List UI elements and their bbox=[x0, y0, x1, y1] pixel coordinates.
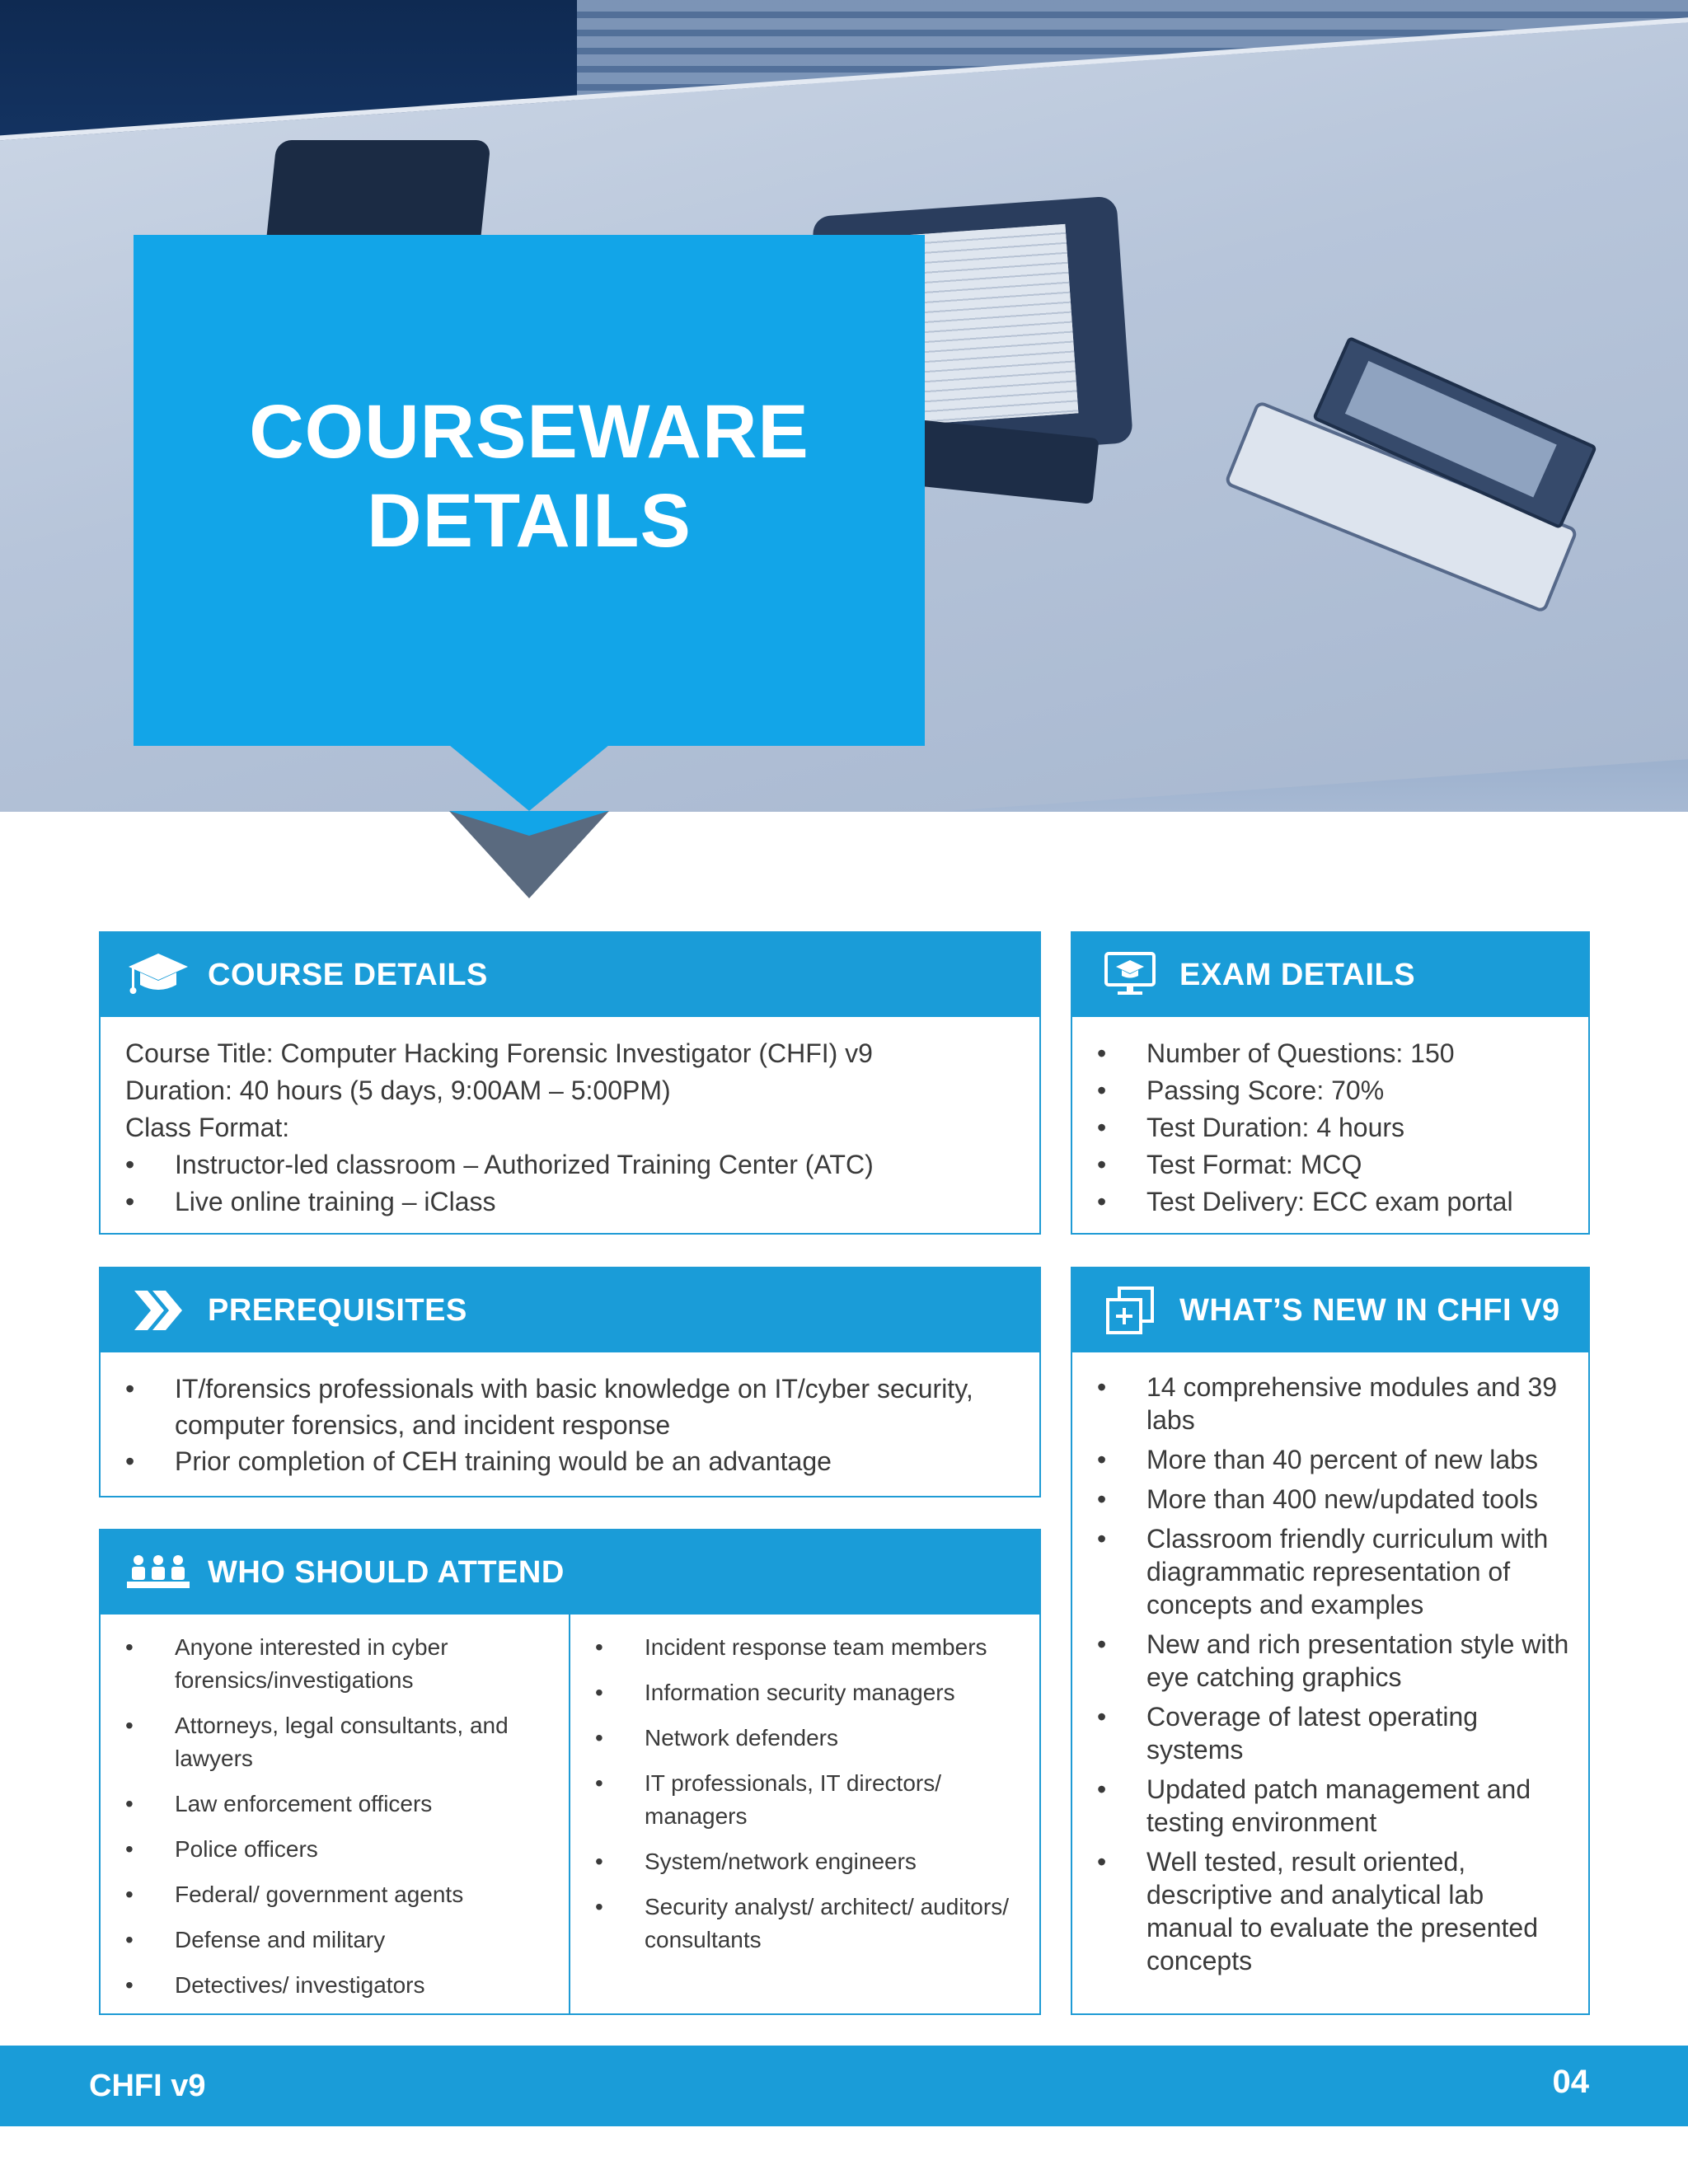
course-title-line: Course Title: Computer Hacking Forensic Investigator (CHFI) v9 bbox=[125, 1038, 873, 1068]
list-item: • Live online training – iClass bbox=[125, 1183, 1039, 1221]
plus-squares-icon bbox=[1097, 1282, 1163, 1339]
list-item: • Federal/ government agents bbox=[125, 1878, 552, 1911]
prerequisites-panel bbox=[99, 1267, 1041, 1497]
list-item: • Anyone interested in cyber forensics/investigations bbox=[125, 1631, 552, 1697]
attend-columns bbox=[101, 1615, 1039, 2013]
list-item: • Security analyst/ architect/ auditors/ consultants bbox=[595, 1891, 1023, 1957]
course-details-panel bbox=[99, 931, 1041, 1235]
list-item: • 14 comprehensive modules and 39 labs bbox=[1097, 1371, 1572, 1436]
list-item: • System/network engineers bbox=[595, 1845, 1023, 1878]
who-should-attend-panel bbox=[99, 1529, 1041, 2015]
list-item: • Attorneys, legal consultants, and lawyers bbox=[125, 1709, 552, 1775]
list-item: • IT professionals, IT directors/ managers bbox=[595, 1767, 1023, 1833]
exam-details-panel bbox=[1071, 931, 1590, 1235]
prerequisites-list bbox=[125, 1371, 1039, 1479]
list-item: • Updated patch management and testing environment bbox=[1097, 1773, 1572, 1839]
list-item: • IT/forensics professionals with basic knowledge on IT/cyber security, computer forensics, and incident response bbox=[125, 1371, 1039, 1443]
list-item: • Law enforcement officers bbox=[125, 1788, 552, 1821]
list-item: • Network defenders bbox=[595, 1722, 1023, 1755]
who-should-attend-body bbox=[101, 1615, 1039, 2013]
prerequisites-body bbox=[101, 1352, 1039, 1496]
list-item: • Classroom friendly curriculum with diagrammatic representation of concepts and examples bbox=[1097, 1522, 1572, 1621]
whats-new-panel bbox=[1071, 1267, 1590, 2015]
list-item: • New and rich presentation style with eye catching graphics bbox=[1097, 1628, 1572, 1694]
page-title bbox=[134, 387, 925, 565]
course-details-header bbox=[101, 933, 1039, 1017]
attend-list-right bbox=[595, 1631, 1023, 1957]
page-title-line2: DETAILS bbox=[367, 479, 692, 563]
page-number: 04 bbox=[1552, 2064, 1589, 2100]
graduation-cap-icon bbox=[125, 946, 191, 1004]
list-item: • Test Duration: 4 hours bbox=[1097, 1109, 1588, 1146]
whats-new-list bbox=[1097, 1371, 1572, 1977]
class-format-list bbox=[125, 1146, 1039, 1221]
attend-column-left bbox=[101, 1615, 570, 2013]
duration-line: Duration: 40 hours (5 days, 9:00AM – 5:00PM) bbox=[125, 1076, 671, 1105]
double-chevron-icon bbox=[125, 1282, 191, 1339]
list-item: • More than 40 percent of new labs bbox=[1097, 1443, 1572, 1476]
list-item: • Well tested, result oriented, descriptive and analytical lab manual to evaluate the presented concepts bbox=[1097, 1845, 1572, 1977]
list-item: • Instructor-led classroom – Authorized Training Center (ATC) bbox=[125, 1146, 1039, 1183]
whats-new-body bbox=[1072, 1352, 1588, 2013]
prerequisites-header bbox=[101, 1268, 1039, 1352]
who-should-attend-header bbox=[101, 1530, 1039, 1615]
list-item: • Defense and military bbox=[125, 1924, 552, 1957]
prerequisites-title: PREREQUISITES bbox=[208, 1292, 467, 1328]
page-title-line1: COURSEWARE bbox=[249, 390, 809, 474]
exam-details-header bbox=[1072, 933, 1588, 1017]
exam-details-title: EXAM DETAILS bbox=[1179, 957, 1416, 992]
people-group-icon bbox=[125, 1544, 191, 1601]
list-item: • Passing Score: 70% bbox=[1097, 1072, 1588, 1109]
callout-pointer-inner bbox=[449, 811, 609, 836]
who-should-attend-title: WHO SHOULD ATTEND bbox=[208, 1554, 565, 1590]
course-details-body bbox=[101, 1017, 1039, 1233]
list-item: • Coverage of latest operating systems bbox=[1097, 1700, 1572, 1766]
attend-column-right bbox=[570, 1615, 1039, 2013]
list-item: • Number of Questions: 150 bbox=[1097, 1035, 1588, 1072]
exam-details-body bbox=[1072, 1017, 1588, 1233]
attend-list-left bbox=[125, 1631, 552, 2002]
list-item: • Incident response team members bbox=[595, 1631, 1023, 1664]
list-item: • More than 400 new/updated tools bbox=[1097, 1483, 1572, 1516]
list-item: • Police officers bbox=[125, 1833, 552, 1866]
exam-details-list bbox=[1097, 1035, 1588, 1221]
course-details-title: COURSE DETAILS bbox=[208, 957, 488, 992]
callout-pointer bbox=[449, 745, 609, 811]
footer-product-name: CHFI v9 bbox=[89, 2069, 206, 2103]
page-footer bbox=[0, 2046, 1688, 2126]
monitor-exam-icon bbox=[1097, 946, 1163, 1004]
list-item: • Information security managers bbox=[595, 1676, 1023, 1709]
class-format-line: Class Format: bbox=[125, 1113, 290, 1142]
list-item: • Prior completion of CEH training would be an advantage bbox=[125, 1443, 1039, 1479]
list-item: • Detectives/ investigators bbox=[125, 1969, 552, 2002]
whats-new-title: WHAT’S NEW IN CHFI V9 bbox=[1179, 1292, 1560, 1328]
list-item: • Test Delivery: ECC exam portal bbox=[1097, 1183, 1588, 1221]
list-item: • Test Format: MCQ bbox=[1097, 1146, 1588, 1183]
whats-new-header bbox=[1072, 1268, 1588, 1352]
